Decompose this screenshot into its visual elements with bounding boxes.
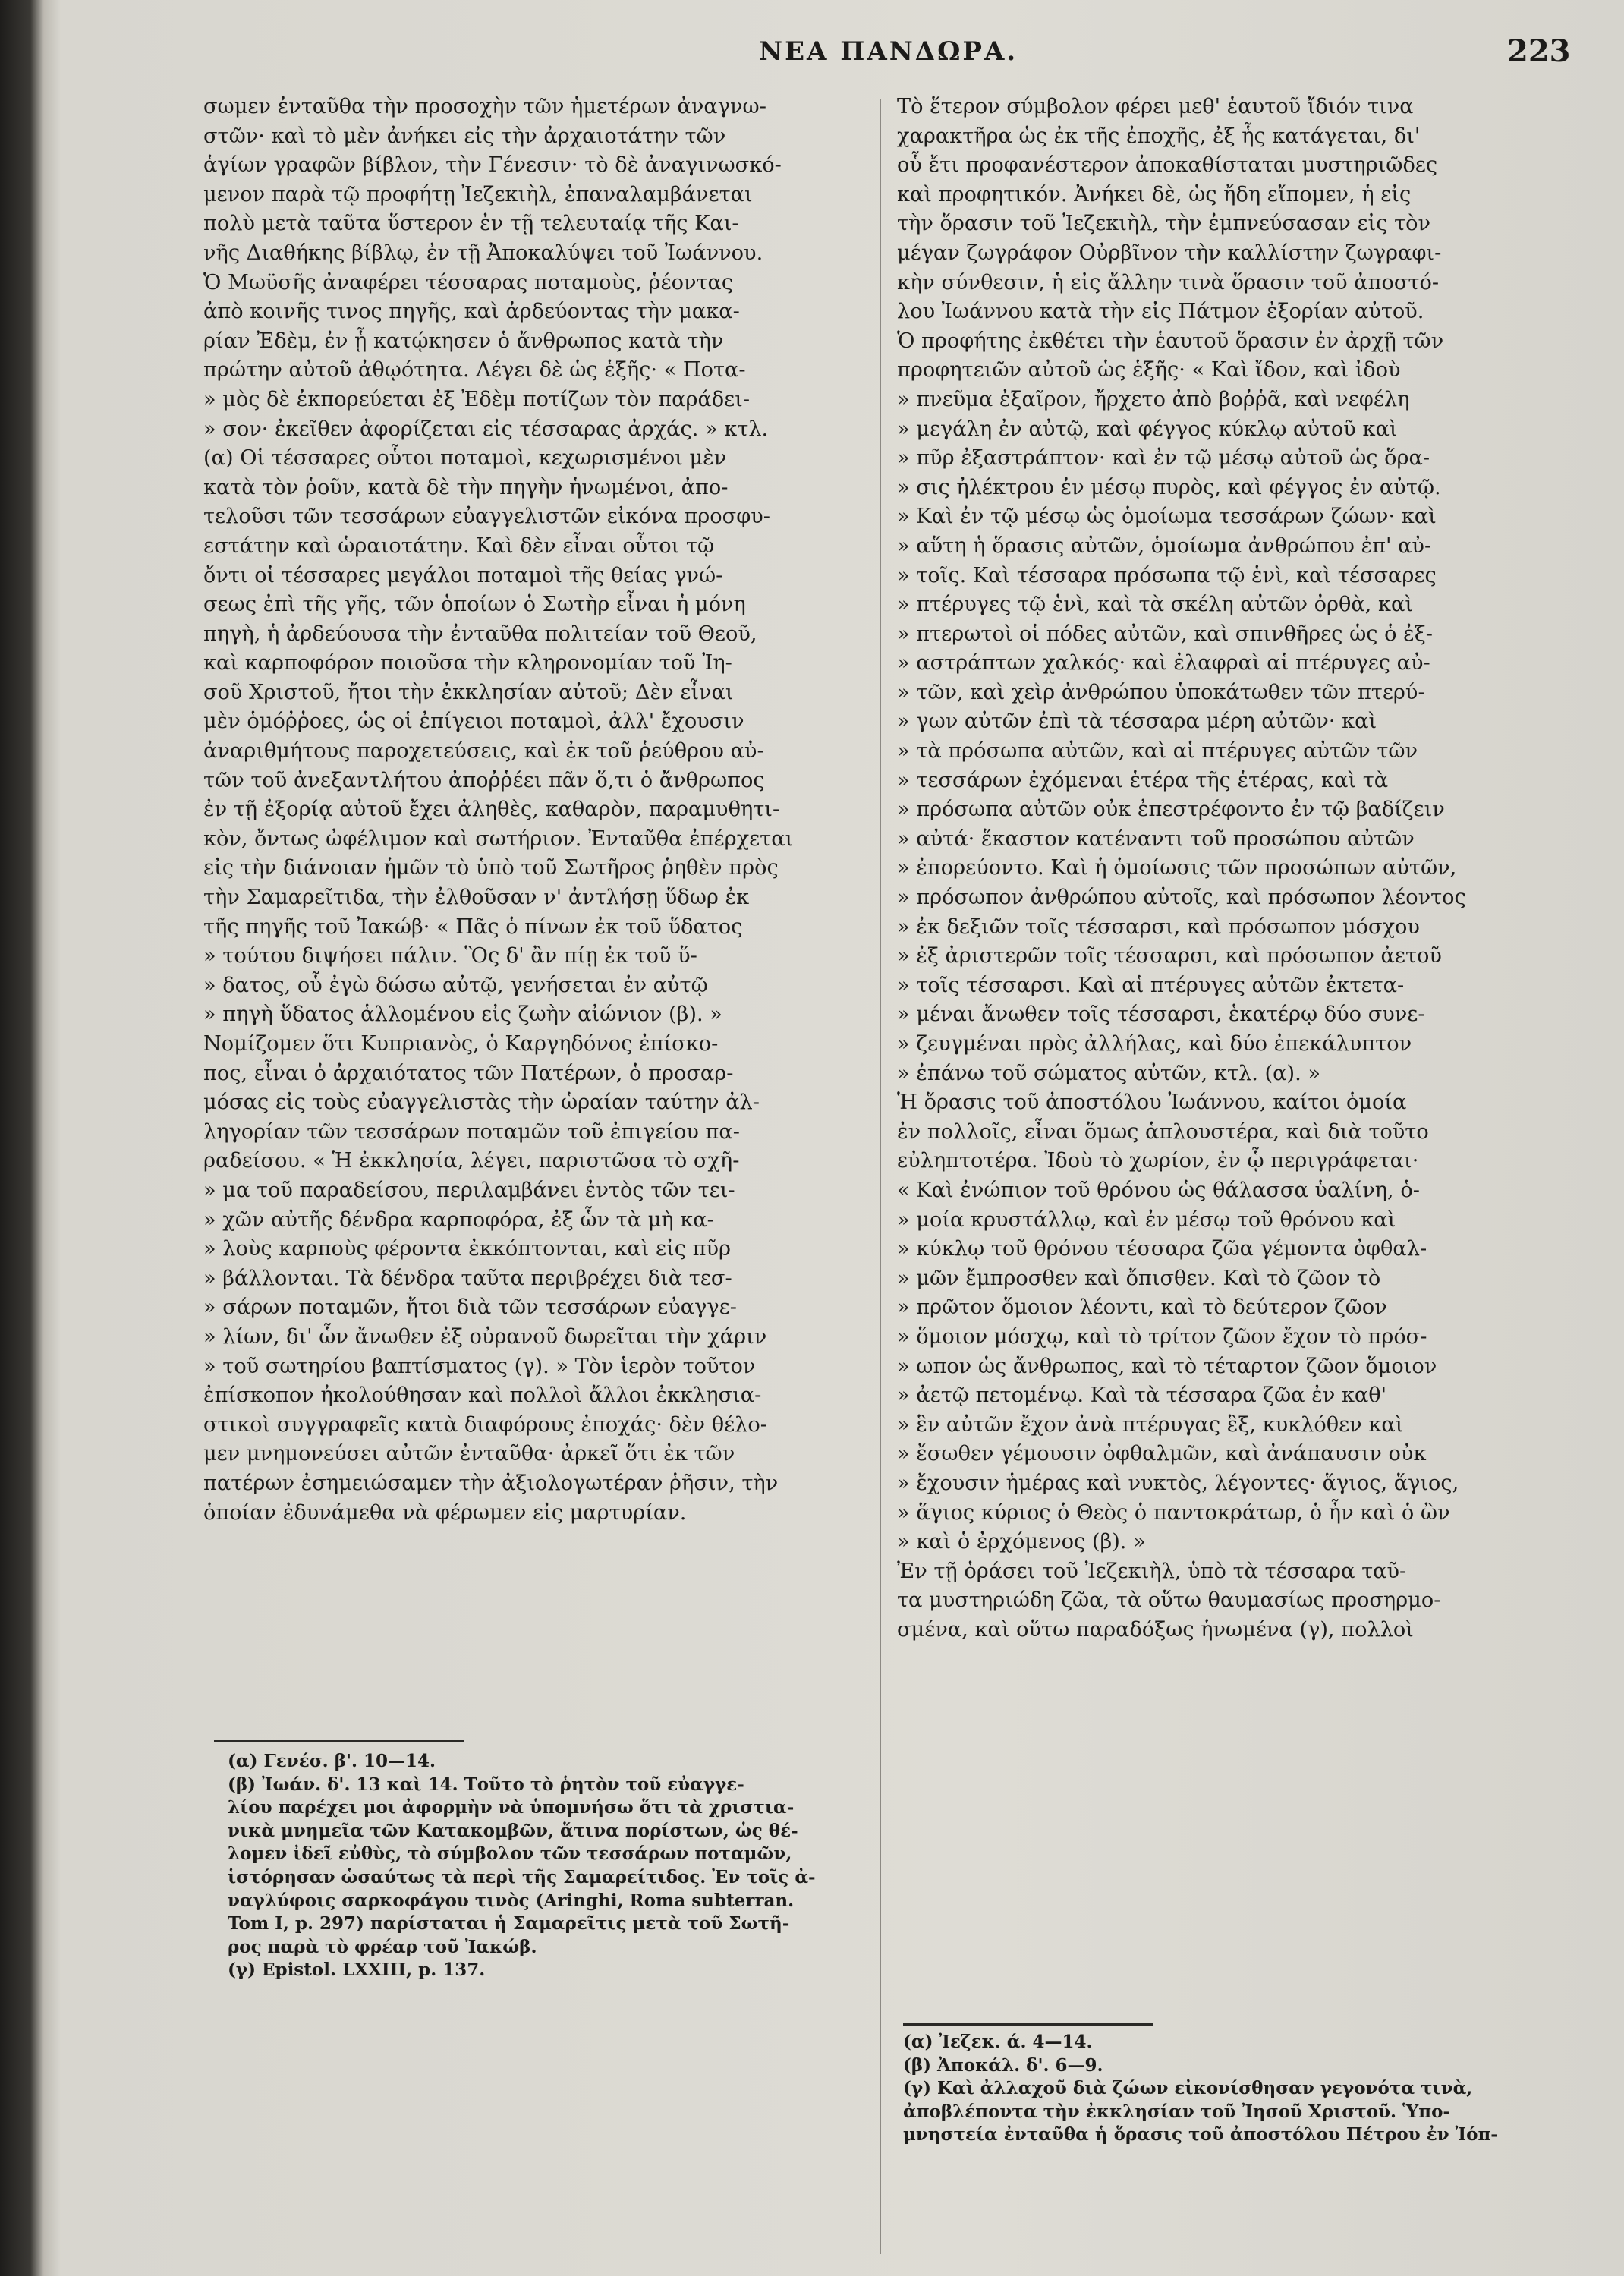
text-line: ἀναριθμήτους παροχετεύσεις, καὶ ἐκ τοῦ ῥεύθρου αὐ-	[203, 739, 764, 763]
text-line: χαρακτῆρα ὡς ἐκ τῆς ἐποχῆς, ἐξ ἧς κατάγεται, δι'	[897, 124, 1421, 148]
left-footnotes	[228, 1750, 850, 1982]
text-line: » λοὺς καρποὺς φέροντα ἐκκόπτονται, καὶ εἰς πῦρ	[203, 1237, 732, 1261]
text-line: τὴν Σαμαρεῖτιδα, τὴν ἐλθοῦσαν ν' ἀντλήσῃ ὕδωρ ἐκ	[203, 886, 750, 910]
text-line: » ἀετῷ πετομένῳ. Καὶ τὰ τέσσαρα ζῶα ἐν καθ'	[897, 1384, 1387, 1408]
text-line: πρώτην αὐτοῦ ἀθῳότητα. Λέγει δὲ ὡς ἑξῆς· « Ποτα-	[203, 358, 746, 382]
text-line: » ἐπορεύοντο. Καὶ ἡ ὁμοίωσις τῶν προσώπων αὐτῶν,	[897, 856, 1457, 880]
text-line: ἁγίων γραφῶν βίβλον, τὴν Γένεσιν· τὸ δὲ ἀναγινωσκό-	[203, 153, 782, 178]
text-line: » πρῶτον ὅμοιον λέοντι, καὶ τὸ δεύτερον ζῶον	[897, 1295, 1387, 1320]
text-line: » τοῦ σωτηρίου βαπτίσματος (γ). » Τὸν ἱερὸν τοῦτον	[203, 1354, 756, 1378]
text-line: » μεγάλη ἐν αὐτῷ, καὶ φέγγος κύκλῳ αὐτοῦ καὶ	[897, 417, 1398, 441]
text-line: » αὕτη ἡ ὅρασις αὐτῶν, ὁμοίωμα ἀνθρώπου ἐπ' αὐ-	[897, 534, 1432, 558]
text-line: εστάτην καὶ ὡραιοτάτην. Καὶ δὲν εἶναι οὗτοι τῷ	[203, 534, 715, 558]
text-line: ἐν πολλοῖς, εἶναι ὅμως ἁπλουστέρα, καὶ διὰ τοῦτο	[897, 1119, 1429, 1144]
text-line: τῆς πηγῆς τοῦ Ἰακώβ· « Πᾶς ὁ πίνων ἐκ τοῦ ὕδατος	[203, 914, 743, 939]
text-line: πατέρων ἐσημειώσαμεν τὴν ἀξιολογωτέραν ῥῆσιν, τὴν	[203, 1471, 779, 1495]
text-line: κὴν σύνθεσιν, ἡ εἰς ἄλλην τινὰ ὅρασιν τοῦ ἀποστό-	[897, 270, 1440, 294]
text-line: μεν μνημονεύσει αὐτῶν ἐνταῦθα· ἀρκεῖ ὅτι ἐκ τῶν	[203, 1442, 735, 1466]
right-column	[897, 93, 1524, 1645]
text-line: τὴν ὅρασιν τοῦ Ἰεζεκιὴλ, τὴν ἐμπνεύσασαν εἰς τὸν	[897, 212, 1431, 236]
text-line: » τεσσάρων ἐχόμεναι ἑτέρα τῆς ἑτέρας, καὶ τὰ	[897, 768, 1389, 792]
text-line: » ἅγιος κύριος ὁ Θεὸς ὁ παντοκράτωρ, ὁ ἦν καὶ ὁ ὢν	[897, 1500, 1450, 1525]
text-line: » τούτου διψήσει πάλιν. Ὃς δ' ἂν πίῃ ἐκ τοῦ ὕ-	[203, 944, 697, 968]
text-line: ραδείσου. « Ἡ ἐκκλησία, λέγει, παριστῶσα τὸ σχῆ-	[203, 1149, 740, 1173]
footnote-line: (α) Γενέσ. β'. 10—14.	[228, 1751, 436, 1771]
text-line: ὄντι οἱ τέσσαρες μεγάλοι ποταμοὶ τῆς θείας γνώ-	[203, 563, 723, 587]
text-line: Νομίζομεν ὅτι Κυπριανὸς, ὁ Καργηδόνος ἐπίσκο-	[203, 1032, 719, 1056]
text-line: ἐπίσκοπον ἠκολούθησαν καὶ πολλοὶ ἄλλοι ἐκκλησια-	[203, 1384, 762, 1408]
text-line: » ἔσωθεν γέμουσιν ὀφθαλμῶν, καὶ ἀνάπαυσιν οὐκ	[897, 1442, 1427, 1466]
text-line: Ἐν τῇ ὁράσει τοῦ Ἰεζεκιὴλ, ὑπὸ τὰ τέσσαρα ταῦ-	[897, 1559, 1407, 1583]
footnote-line: Tom I, p. 297) παρίσταται ἡ Σαμαρεῖτις μετὰ τοῦ Σωτῆ-	[228, 1913, 790, 1934]
text-line: Τὸ ἕτερον σύμβολον φέρει μεθ' ἑαυτοῦ ἴδιόν τινα	[897, 95, 1414, 118]
footnote-line: (γ) Καὶ ἀλλαχοῦ διὰ ζώων εἰκονίσθησαν γεγονότα τινὰ,	[903, 2078, 1473, 2099]
running-head: ΝΕΑ ΠΑΝΔΩΡΑ.	[759, 36, 1018, 67]
text-line: πηγὴ, ἡ ἀρδεύουσα τὴν ἐνταῦθα πολιτείαν τοῦ Θεοῦ,	[203, 622, 757, 646]
text-line: εὐληπτοτέρα. Ἰδοὺ τὸ χωρίον, ἐν ᾧ περιγράφεται·	[897, 1149, 1419, 1173]
footnote-rule-right	[903, 2023, 1153, 2026]
text-line: ἀπὸ κοινῆς τινος πηγῆς, καὶ ἀρδεύοντας τὴν μακα-	[203, 300, 740, 324]
text-line: στῶν· καὶ τὸ μὲν ἀνήκει εἰς τὴν ἀρχαιοτάτην τῶν	[203, 124, 726, 148]
column-divider	[880, 99, 881, 2254]
text-line: » ἐπάνω τοῦ σώματος αὐτῶν, κτλ. (α). »	[897, 1061, 1320, 1085]
text-line: » λίων, δι' ὧν ἄνωθεν ἐξ οὐρανοῦ δωρεῖται τὴν χάριν	[203, 1324, 767, 1349]
footnote-line: (β) Ἀποκάλ. δ'. 6—9.	[903, 2054, 1103, 2076]
text-line: » τὰ πρόσωπα αὐτῶν, καὶ αἱ πτέρυγες αὐτῶν τῶν	[897, 739, 1418, 763]
text-line: κατὰ τὸν ῥοῦν, κατὰ δὲ τὴν πηγὴν ἡνωμένοι, ἀπο-	[203, 475, 729, 499]
text-line: « Καὶ ἐνώπιον τοῦ θρόνου ὡς θάλασσα ὑαλίνη, ὁ-	[897, 1178, 1420, 1202]
text-line: ὁποίαν ἐδυνάμεθα νὰ φέρωμεν εἰς μαρτυρίαν.	[203, 1500, 687, 1525]
text-line: μόσας εἰς τοὺς εὐαγγελιστὰς τὴν ὡραίαν ταύτην ἀλ-	[203, 1091, 760, 1115]
text-line: λου Ἰωάννου κατὰ τὴν εἰς Πάτμον ἐξορίαν αὐτοῦ.	[897, 300, 1424, 324]
text-line: » πρόσωπον ἀνθρώπου αὐτοῖς, καὶ πρόσωπον λέοντος	[897, 886, 1466, 910]
text-line: εἰς τὴν διάνοιαν ἡμῶν τὸ ὑπὸ τοῦ Σωτῆρος ῥηθὲν πρὸς	[203, 856, 779, 880]
text-line: » βάλλονται. Τὰ δένδρα ταῦτα περιβρέχει διὰ τεσ-	[203, 1266, 732, 1290]
text-line: τα μυστηριώδη ζῶα, τὰ οὕτω θαυμασίως προσηρμο-	[897, 1588, 1441, 1613]
text-line: σωμεν ἐνταῦθα τὴν προσοχὴν τῶν ἡμετέρων ἀναγνω-	[203, 95, 766, 118]
text-line: » πρόσωπα αὐτῶν οὐκ ἐπεστρέφοντο ἐν τῷ βαδίζειν	[897, 798, 1445, 822]
right-footnotes	[903, 2031, 1525, 2147]
footnote-line: νικὰ μνημεῖα τῶν Κατακομβῶν, ἅτινα πορίστων, ὡς θέ-	[228, 1820, 798, 1841]
text-line: » τῶν, καὶ χεὶρ ἀνθρώπου ὑποκάτωθεν τῶν πτερύ-	[897, 680, 1425, 704]
text-line: ληγορίαν τῶν τεσσάρων ποταμῶν τοῦ ἐπιγείου πα-	[203, 1119, 740, 1144]
footnote-line: ναγλύφοις σαρκοφάγου τινὸς (Aringhi, Roma subterran.	[228, 1890, 795, 1911]
footnote-line: λομεν ἰδεῖ εὐθὺς, τὸ σύμβολον τῶν τεσσάρων ποταμῶν,	[228, 1843, 792, 1865]
text-line: Ἡ ὅρασις τοῦ ἀποστόλου Ἰωάννου, καίτοι ὁμοία	[897, 1091, 1407, 1115]
text-line: ρίαν Ἐδὲμ, ἐν ᾗ κατῴκησεν ὁ ἄνθρωπος κατὰ τὴν	[203, 329, 724, 353]
text-line: » πῦρ ἐξαστράπτον· καὶ ἐν τῷ μέσῳ αὐτοῦ ὡς ὅρα-	[897, 446, 1430, 471]
text-line: (α) Οἱ τέσσαρες οὗτοι ποταμοὶ, κεχωρισμένοι μὲν	[203, 446, 727, 471]
text-line: προφητειῶν αὐτοῦ ὡς ἑξῆς· « Καὶ ἴδον, καὶ ἰδοὺ	[897, 358, 1401, 382]
text-line: » σάρων ποταμῶν, ἤτοι διὰ τῶν τεσσάρων εὐαγγε-	[203, 1295, 737, 1320]
text-line: » ὅμοιον μόσχῳ, καὶ τὸ τρίτον ζῶον ἔχον τὸ πρόσ-	[897, 1324, 1427, 1349]
text-line: » δατος, οὗ ἐγὼ δώσω αὐτῷ, γενήσεται ἐν αὐτῷ	[203, 973, 708, 997]
text-line: » πτερωτοὶ οἱ πόδες αὐτῶν, καὶ σπινθῆρες ὡς ὁ ἐξ-	[897, 622, 1433, 646]
text-line: στικοὶ συγγραφεῖς κατὰ διαφόρους ἐποχάς· δὲν θέλο-	[203, 1412, 767, 1437]
text-line: μὲν ὁμόῤῥοες, ὡς οἱ ἐπίγειοι ποταμοὶ, ἀλλ' ἔχουσιν	[203, 710, 744, 734]
text-line: κὸν, ὄντως ὠφέλιμον καὶ σωτήριον. Ἐνταῦθα ἐπέρχεται	[203, 826, 794, 851]
text-line: πολὺ μετὰ ταῦτα ὕστερον ἐν τῇ τελευταίᾳ τῆς Και-	[203, 212, 739, 236]
text-line: τελοῦσι τῶν τεσσάρων εὐαγγελιστῶν εἰκόνα προσφυ-	[203, 505, 770, 529]
text-line: » μῶν ἔμπροσθεν καὶ ὄπισθεν. Καὶ τὸ ζῶον τὸ	[897, 1266, 1381, 1290]
text-line: σοῦ Χριστοῦ, ἤτοι τὴν ἐκκλησίαν αὐτοῦ; Δὲν εἶναι	[203, 680, 734, 704]
text-line: ἐν τῇ ἐξορίᾳ αὐτοῦ ἔχει ἀληθὲς, καθαρὸν, παραμυθητι-	[203, 798, 780, 822]
text-line: » αὐτά· ἕκαστον κατέναντι τοῦ προσώπου αὐτῶν	[897, 826, 1415, 851]
text-line: νῆς Διαθήκης βίβλῳ, ἐν τῇ Ἀποκαλύψει τοῦ Ἰωάννου.	[203, 241, 763, 265]
text-line: » μέναι ἄνωθεν τοῖς τέσσαρσι, ἑκατέρῳ δύο συνε-	[897, 1003, 1425, 1027]
text-line: μέγαν ζωγράφον Οὐρβῖνον τὴν καλλίστην ζωγραφι-	[897, 241, 1442, 265]
footnote-rule-left	[214, 1740, 464, 1742]
footnote-line: (β) Ἰωάν. δ'. 13 καὶ 14. Τοῦτο τὸ ῥητὸν τοῦ εὐαγγε-	[228, 1774, 744, 1795]
footnote-line: μνηστεία ἐνταῦθα ἡ ὅρασις τοῦ ἀποστόλου Πέτρου ἐν Ἰόπ-	[903, 2124, 1498, 2145]
text-line: Ὁ Μωϋσῆς ἀναφέρει τέσσαρας ποταμοὺς, ῥέοντας	[203, 270, 734, 294]
text-line: πος, εἶναι ὁ ἀρχαιότατος τῶν Πατέρων, ὁ προσαρ-	[203, 1061, 734, 1085]
text-line: » καὶ ὁ ἐρχόμενος (β). »	[897, 1530, 1146, 1554]
text-line: » πτέρυγες τῷ ἑνὶ, καὶ τὰ σκέλη αὐτῶν ὀρθὰ, καὶ	[897, 593, 1414, 617]
text-line: τῶν τοῦ ἀνεξαντλήτου ἀποῤῥέει πᾶν ὅ,τι ὁ ἄνθρωπος	[203, 768, 765, 792]
footnote-line: ἀποβλέποντα τὴν ἐκκλησίαν τοῦ Ἰησοῦ Χριστοῦ. Ὑπο-	[903, 2101, 1450, 2122]
text-line: » ἓν αὐτῶν ἔχον ἀνὰ πτέρυγας ἓξ, κυκλόθεν καὶ	[897, 1412, 1404, 1437]
footnote-line: λίου παρέχει μοι ἀφορμὴν νὰ ὑπομνήσω ὅτι τὰ χριστια-	[228, 1797, 795, 1818]
text-line: σμένα, καὶ οὕτω παραδόξως ἡνωμένα (γ), πολλοὶ	[897, 1617, 1414, 1642]
page-number: 223	[1507, 33, 1571, 69]
text-line: σεως ἐπὶ τῆς γῆς, τῶν ὁποίων ὁ Σωτὴρ εἶναι ἡ μόνη	[203, 593, 746, 617]
text-line: » κύκλῳ τοῦ θρόνου τέσσαρα ζῶα γέμοντα ὀφθαλ-	[897, 1237, 1427, 1261]
text-line: » τοῖς τέσσαρσι. Καὶ αἱ πτέρυγες αὐτῶν ἐκτετα-	[897, 973, 1405, 997]
text-line: » σις ἠλέκτρου ἐν μέσῳ πυρὸς, καὶ φέγγος ἐν αὐτῷ.	[897, 475, 1441, 499]
page-header	[0, 29, 1624, 74]
text-line: μενον παρὰ τῷ προφήτῃ Ἰεζεκιὴλ, ἐπαναλαμβάνεται	[203, 182, 753, 206]
text-line: » τοῖς. Καὶ τέσσαρα πρόσωπα τῷ ἑνὶ, καὶ τέσσαρες	[897, 563, 1437, 587]
text-line: » πηγὴ ὕδατος ἁλλομένου εἰς ζωὴν αἰώνιον (β). »	[203, 1003, 722, 1027]
text-line: καὶ καρποφόρον ποιοῦσα τὴν κληρονομίαν τοῦ Ἰη-	[203, 651, 732, 675]
text-line: » πνεῦμα ἐξαῖρον, ἤρχετο ἀπὸ βοῤῥᾶ, καὶ νεφέλη	[897, 387, 1410, 411]
text-line: » ἔχουσιν ἡμέρας καὶ νυκτὸς, λέγοντες· ἅγιος, ἅγιος,	[897, 1471, 1459, 1495]
footnote-line: ρος παρὰ τὸ φρέαρ τοῦ Ἰακώβ.	[228, 1936, 537, 1957]
text-line: » ἐκ δεξιῶν τοῖς τέσσαρσι, καὶ πρόσωπον μόσχου	[897, 914, 1420, 939]
text-line: » Καὶ ἐν τῷ μέσῳ ὡς ὁμοίωμα τεσσάρων ζώων· καὶ	[897, 505, 1437, 529]
text-line: » χῶν αὐτῆς δένδρα καρποφόρα, ἐξ ὧν τὰ μὴ κα-	[203, 1207, 714, 1232]
text-line: » μοία κρυστάλλῳ, καὶ ἐν μέσῳ τοῦ θρόνου καὶ	[897, 1207, 1396, 1232]
text-line: καὶ προφητικόν. Ἀνήκει δὲ, ὡς ἤδη εἴπομεν, ἡ εἰς	[897, 182, 1412, 206]
text-line: » ωπον ὡς ἄνθρωπος, καὶ τὸ τέταρτον ζῶον ὅμοιον	[897, 1354, 1437, 1378]
text-line: Ὁ προφήτης ἐκθέτει τὴν ἑαυτοῦ ὅρασιν ἐν ἀρχῇ τῶν	[897, 329, 1444, 353]
text-line: » αστράπτων χαλκός· καὶ ἐλαφραὶ αἱ πτέρυγες αὐ-	[897, 651, 1430, 675]
text-line: » μα τοῦ παραδείσου, περιλαμβάνει ἐντὸς τῶν τει-	[203, 1178, 735, 1202]
footnote-line: (γ) Epistol. LXXIII, p. 137.	[228, 1960, 486, 1981]
text-line: οὗ ἔτι προφανέστερον ἀποκαθίσταται μυστηριῶδες	[897, 153, 1438, 178]
text-line: » γων αὐτῶν ἐπὶ τὰ τέσσαρα μέρη αὐτῶν· καὶ	[897, 710, 1377, 734]
text-line: » μὸς δὲ ἐκπορεύεται ἐξ Ἐδὲμ ποτίζων τὸν παράδει-	[203, 387, 751, 411]
footnote-line: (α) Ἰεζεκ. ά. 4—14.	[903, 2032, 1093, 2052]
text-line: » ἐξ ἀριστερῶν τοῖς τέσσαρσι, καὶ πρόσωπον ἀετοῦ	[897, 944, 1442, 968]
footnote-line: ἱστόρησαν ὡσαύτως τὰ περὶ τῆς Σαμαρείτιδος. Ἐν τοῖς ἀ-	[228, 1866, 816, 1887]
text-line: » σον· ἐκεῖθεν ἀφορίζεται εἰς τέσσαρας ἀρχάς. » κτλ.	[203, 417, 769, 441]
text-line: » ζευγμέναι πρὸς ἀλλήλας, καὶ δύο ἐπεκάλυπτον	[897, 1032, 1412, 1056]
left-column	[203, 93, 868, 1528]
